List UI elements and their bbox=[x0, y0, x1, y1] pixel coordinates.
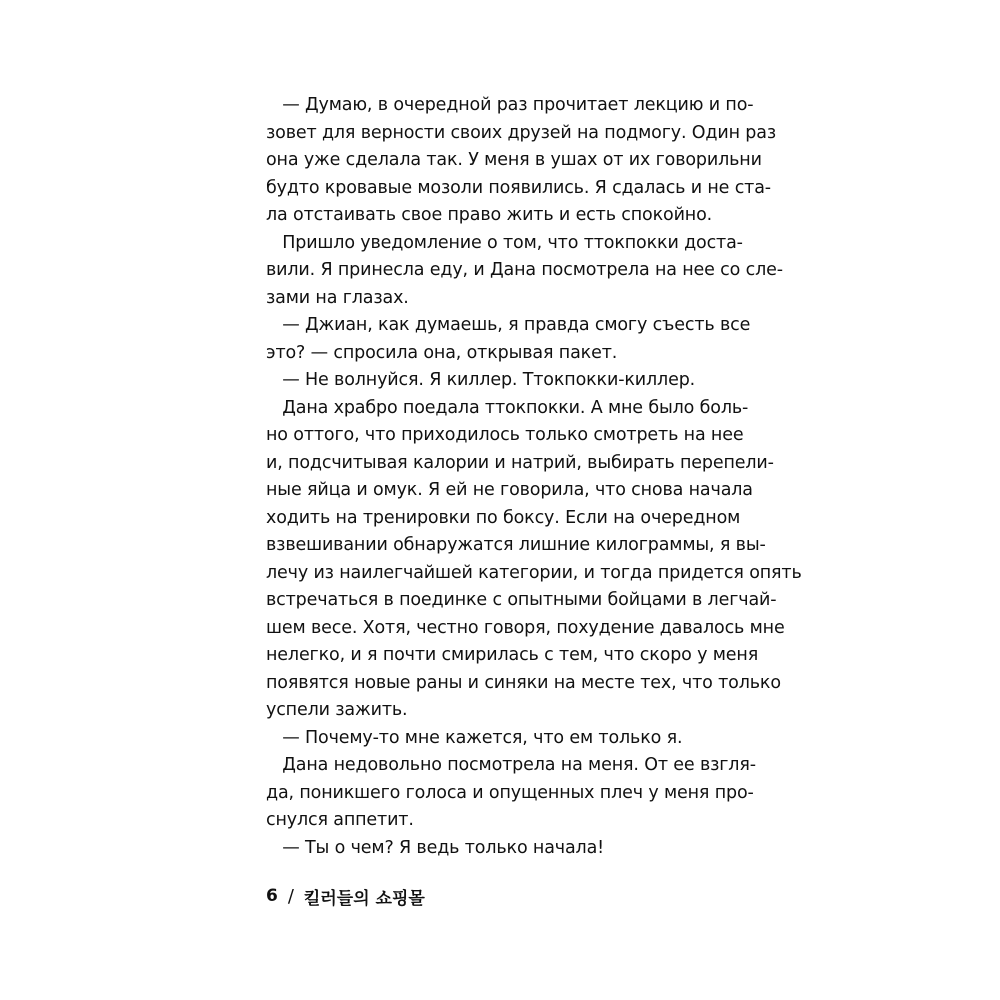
text-line: и, подсчитывая калории и натрий, выбирать перепели- bbox=[266, 452, 774, 473]
text-line: — Думаю, в очередной раз прочитает лекцию и по- bbox=[266, 95, 754, 115]
text-line: — Ты о чем? Я ведь только начала! bbox=[266, 837, 605, 858]
text-line: — Почему-то мне кажется, что ем только я. bbox=[266, 727, 683, 748]
text-line: — Джиан, как думаешь, я правда смогу съесть все bbox=[266, 315, 751, 335]
text-line: да, поникшего голоса и опущенных плеч у меня про- bbox=[266, 782, 754, 803]
text-line: зами на глазах. bbox=[266, 287, 409, 308]
text-line: ла отстаивать свое право жить и есть спокойно. bbox=[266, 205, 713, 225]
text-line: снулся аппетит. bbox=[266, 810, 414, 830]
text-line: — Не волнуйся. Я киллер. Ттокпокки-киллер. bbox=[266, 370, 696, 390]
text-line: шем весе. Хотя, честно говоря, похудение давалось мне bbox=[266, 617, 785, 638]
text-line: зовет для верности своих друзей на подмогу. Один раз bbox=[266, 122, 776, 143]
book-title: 킬러들의 쇼핑몰 bbox=[303, 888, 425, 909]
page-number: 6 bbox=[266, 886, 278, 906]
text-line: ходить на тренировки по боксу. Если на очередном bbox=[266, 507, 741, 528]
text-line: успели зажить. bbox=[266, 700, 408, 720]
text-line: Дана храбро поедала ттокпокки. А мне было боль- bbox=[266, 397, 749, 418]
text-line: она уже сделала так. У меня в ушах от их говорильни bbox=[266, 150, 762, 170]
text-line: это? — спросила она, открывая пакет. bbox=[266, 342, 618, 363]
footer-separator: / bbox=[287, 885, 294, 907]
text-line: Пришло уведомление о том, что ттокпокки доста- bbox=[266, 232, 743, 253]
page-footer bbox=[266, 883, 425, 909]
text-line: ные яйца и омук. Я ей не говорила, что снова начала bbox=[266, 480, 753, 500]
text-line: вили. Я принесла еду, и Дана посмотрела на нее со сле- bbox=[266, 260, 783, 280]
text-line: взвешивании обнаружатся лишние килограммы, я вы- bbox=[266, 535, 766, 555]
text-line: но оттого, что приходилось только смотреть на нее bbox=[266, 425, 744, 445]
text-line: будто кровавые мозоли появились. Я сдалась и не ста- bbox=[266, 177, 771, 198]
text-line: лечу из наилегчайшей категории, и тогда придется опять bbox=[266, 562, 802, 583]
text-line: нелегко, и я почти смирилась с тем, что скоро у меня bbox=[266, 645, 759, 665]
text-line: встречаться в поединке с опытными бойцами в легчай- bbox=[266, 590, 777, 610]
body-text bbox=[266, 92, 802, 862]
text-line: Дана недовольно посмотрела на меня. От ее взгля- bbox=[266, 755, 756, 775]
text-line: появятся новые раны и синяки на месте тех, что только bbox=[266, 672, 781, 693]
